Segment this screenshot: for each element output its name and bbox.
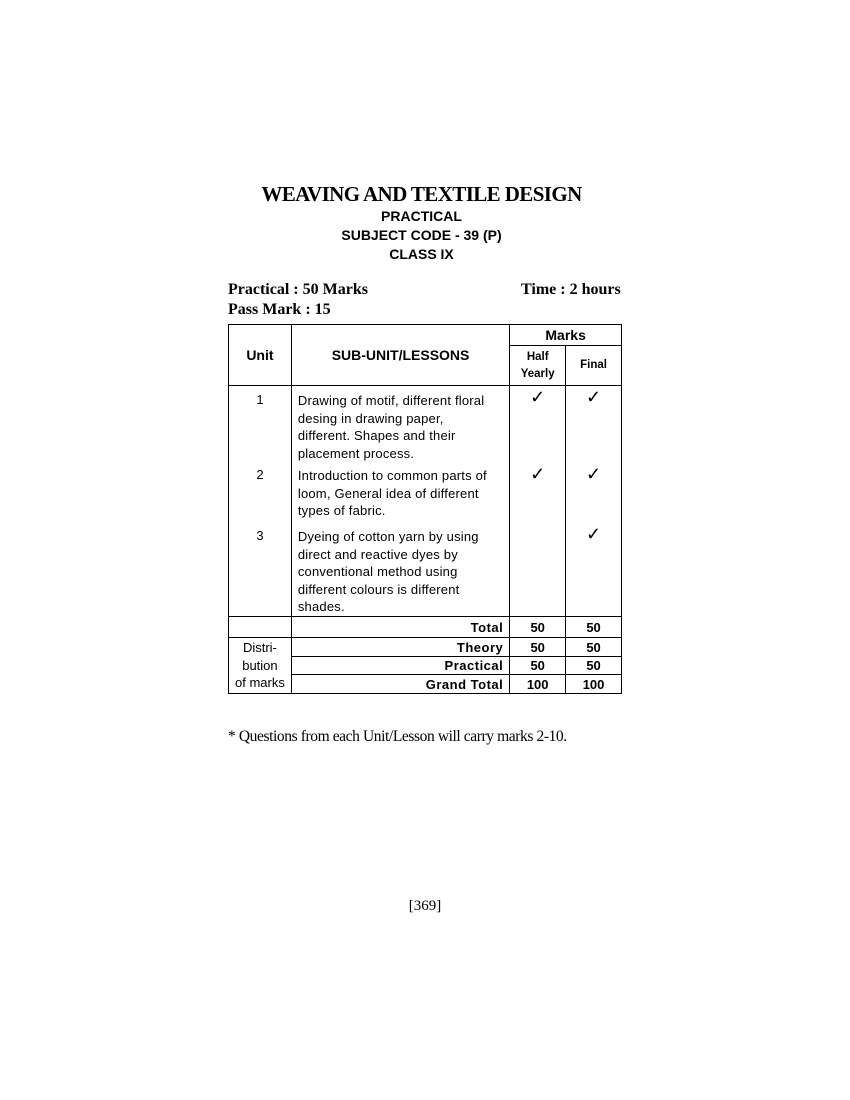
subject-code: SUBJECT CODE - 39 (P) [341,227,502,243]
header-sub-unit: SUB-UNIT/LESSONS [291,325,509,386]
grand-total-label: Grand Total [291,675,509,694]
practical-label: Practical [291,657,509,675]
table-row [229,386,622,465]
unit-number: 3 [256,528,264,543]
lesson-description: Dyeing of cotton yarn by using direct and reactive dyes by conventional method using different colours is different shades. [297,529,479,614]
header-final: Final [566,346,622,386]
practical-half-yearly: 50 [510,657,566,675]
grand-total-half-yearly: 100 [510,675,566,694]
theory-label: Theory [291,638,509,657]
unit-number: 2 [256,467,264,482]
theory-row [229,638,622,657]
header-marks: Marks [510,325,622,346]
half-yearly-check-icon [510,524,565,616]
table-row [229,524,622,617]
lesson-description: Introduction to common parts of loom, General idea of different types of fabric. [297,468,487,518]
table-row [229,464,622,524]
class-label: CLASS IX [389,246,454,262]
practical-marks: Practical : 50 Marks [228,281,368,298]
header-unit: Unit [229,325,292,386]
total-final: 50 [566,617,622,638]
half-yearly-check-icon: ✓ [530,464,546,484]
unit-number: 1 [256,392,264,407]
document-title: WEAVING AND TEXTILE DESIGN [261,182,582,206]
final-check-icon: ✓ [586,464,602,484]
total-label: Total [291,617,509,638]
grand-total-final: 100 [566,675,622,694]
theory-final: 50 [566,638,622,657]
distribution-label: Distri- bution of marks [229,638,292,694]
total-half-yearly: 50 [510,617,566,638]
marks-table [228,324,622,694]
total-row [229,617,622,638]
subtitle-practical: PRACTICAL [381,208,462,224]
footnote: * Questions from each Unit/Lesson will carry marks 2-10. [228,728,567,745]
practical-final: 50 [566,657,622,675]
header-half-yearly: Half Yearly [510,346,566,386]
half-yearly-check-icon: ✓ [530,387,546,407]
page-number: [369] [408,898,442,914]
lesson-description: Drawing of motif, different floral desing in drawing paper, different. Shapes and their placement process. [297,393,485,461]
final-check-icon: ✓ [586,524,602,544]
theory-half-yearly: 50 [510,638,566,657]
final-check-icon: ✓ [586,387,602,407]
pass-mark: Pass Mark : 15 [228,301,331,318]
time-allowed: Time : 2 hours [521,281,621,298]
